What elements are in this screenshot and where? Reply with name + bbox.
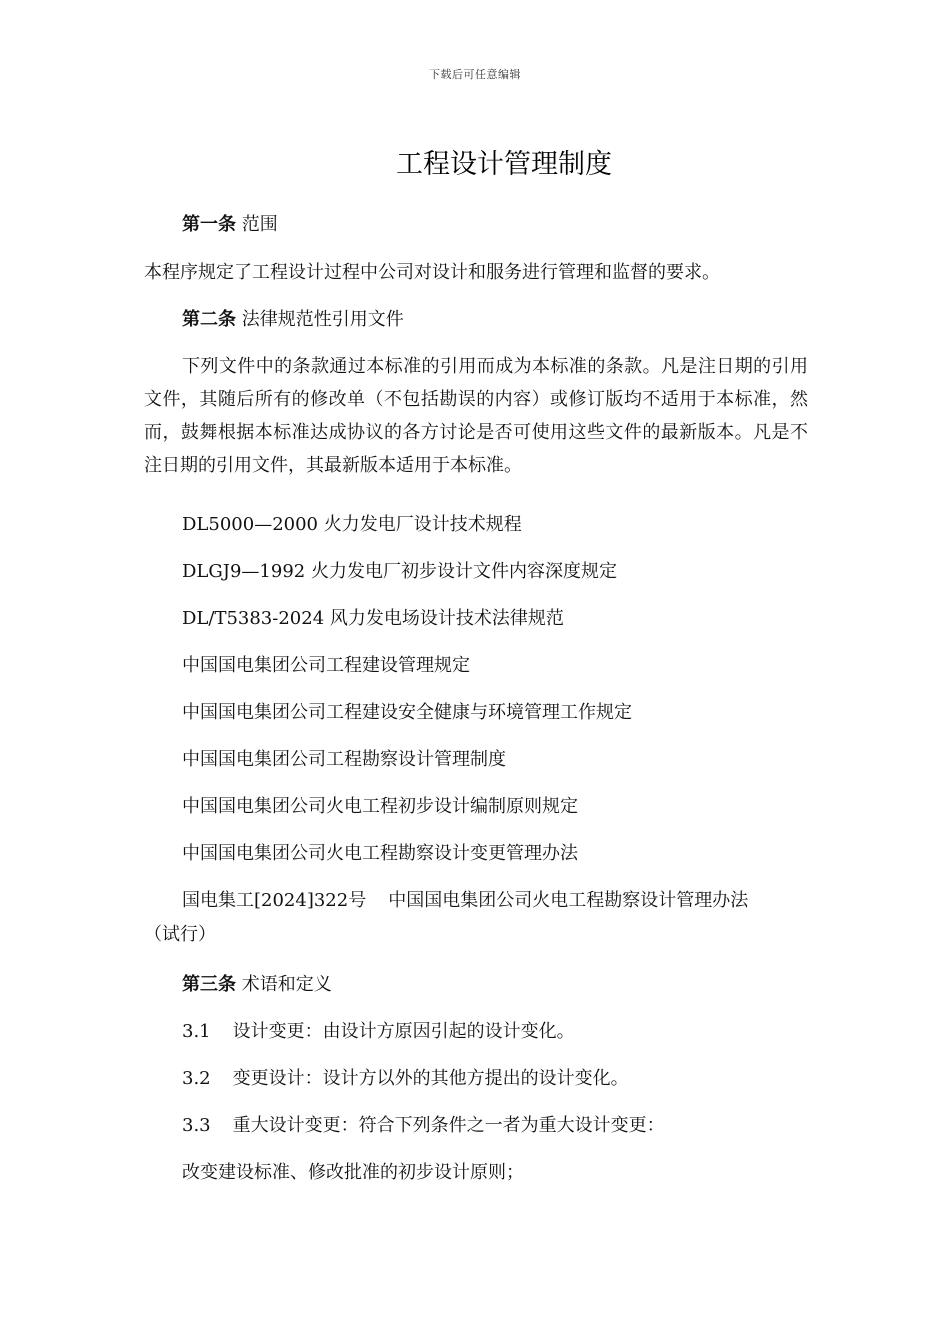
definition-number: 3.2 [182,1068,211,1089]
header-note: 下载后可任意编辑 [429,68,521,81]
condition-item: 改变建设标准、修改批准的初步设计原则； [182,1162,524,1183]
article-title: 法律规范性引用文件 [241,309,404,330]
reference-item-last-cont: （试行） [144,924,216,945]
article-title: 术语和定义 [241,974,332,995]
definition-number: 3.3 [182,1115,211,1136]
scope-text: 本程序规定了工程设计过程中公司对设计和服务进行管理和监督的要求。 [144,262,720,283]
reference-item: 中国国电集团公司火电工程勘察设计变更管理办法 [182,843,578,864]
article-3-heading [182,970,332,1000]
article-label: 第三条 [182,974,236,995]
reference-paragraph: 下列文件中的条款通过本标准的引用而成为本标准的条款。凡是注日期的引用文件，其随后所有的修改单（不包括勘误的内容）或修订版均不适用于本标准，然而，鼓舞根据本标准达成协议的各方讨论是否可使用这些文件的最新版本。凡是不注日期的引用文件，其最新版本适用于本标准。 [144,356,808,476]
reference-item-last [182,886,748,916]
definition-item [182,1111,665,1141]
reference-item: 中国国电集团公司工程建设安全健康与环境管理工作规定 [182,702,632,723]
document-title: 工程设计管理制度 [396,149,612,180]
definition-item [182,1064,629,1094]
reference-title: 中国国电集团公司火电工程勘察设计管理办法 [388,890,749,911]
reference-item: 中国国电集团公司火电工程初步设计编制原则规定 [182,796,578,817]
article-2-heading [182,305,404,335]
article-1-heading [182,210,278,240]
article-label: 第一条 [182,214,236,235]
definition-number: 3.1 [182,1021,211,1042]
reference-item: DL5000—2000 火力发电厂设计技术规程 [182,514,522,535]
reference-item: DL/T5383-2024 风力发电场设计技术法律规范 [182,608,564,629]
definition-item [182,1017,575,1047]
reference-code: 国电集工[2024]322号 [182,890,367,911]
reference-item: 中国国电集团公司工程勘察设计管理制度 [182,749,506,770]
article-label: 第二条 [182,309,236,330]
definition-text: 重大设计变更：符合下列条件之一者为重大设计变更： [232,1115,665,1136]
article-title: 范围 [241,214,278,235]
reference-item: DLGJ9—1992 火力发电厂初步设计文件内容深度规定 [182,561,617,582]
definition-text: 设计变更：由设计方原因引起的设计变化。 [232,1021,575,1042]
definition-text: 变更设计：设计方以外的其他方提出的设计变化。 [232,1068,629,1089]
reference-item: 中国国电集团公司工程建设管理规定 [182,655,470,676]
